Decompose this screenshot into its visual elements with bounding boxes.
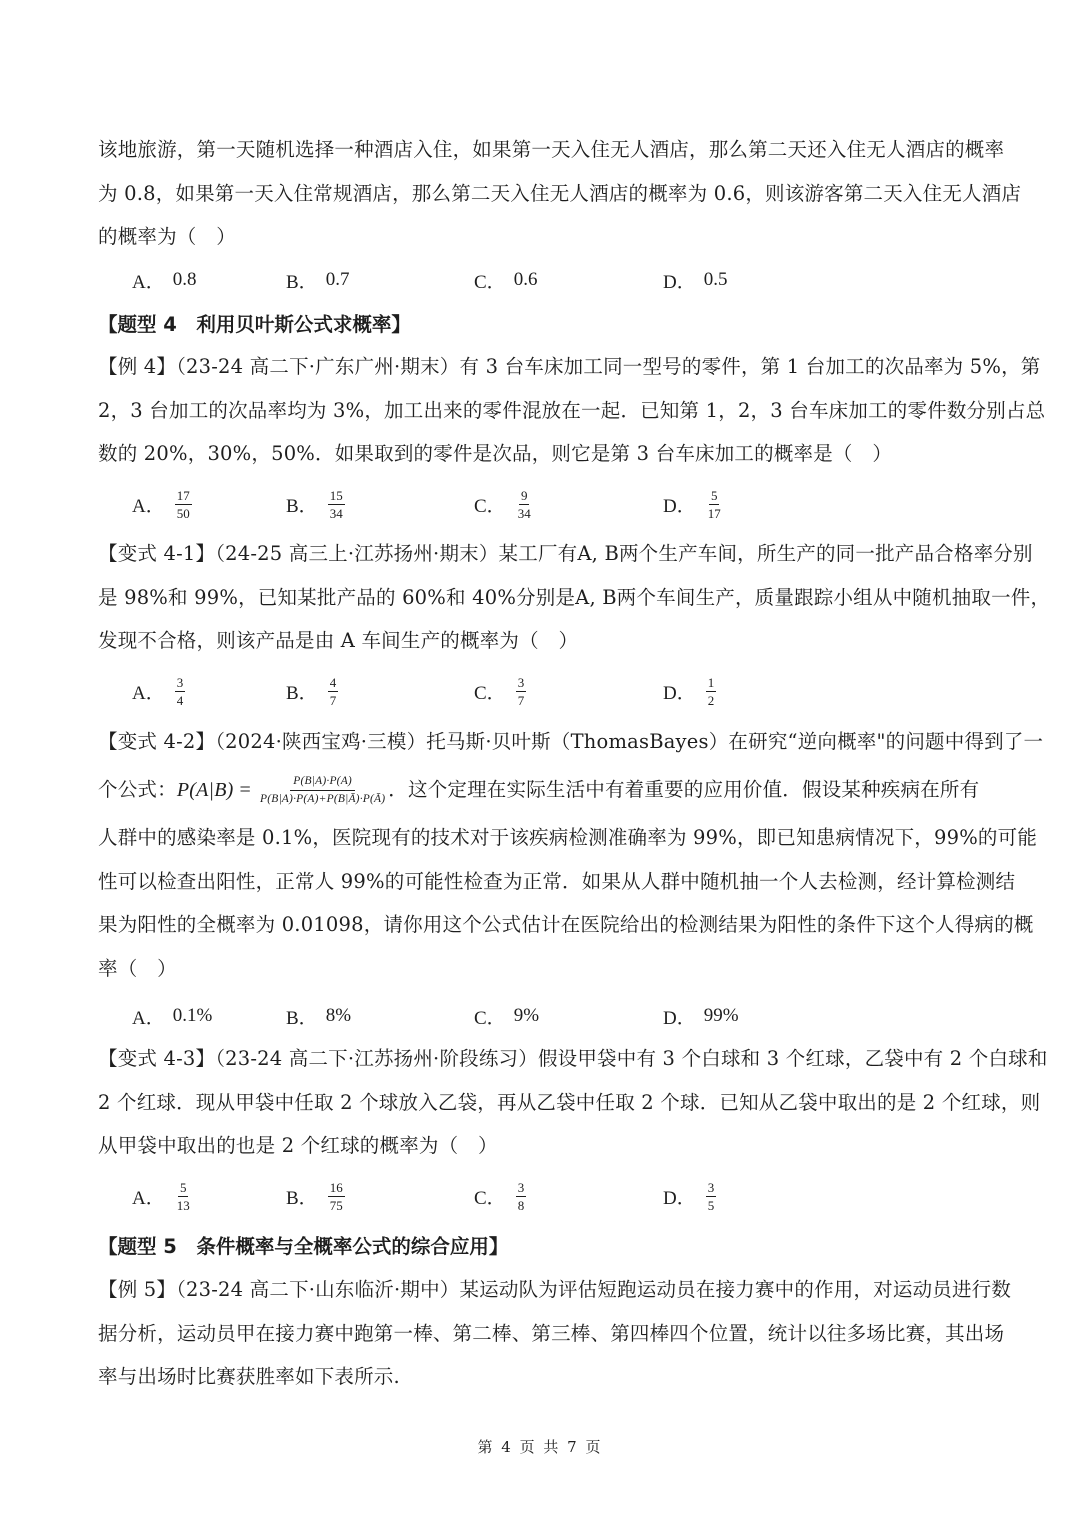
option-a: A． 0.8: [132, 269, 197, 293]
option-c: C． 0.6: [474, 269, 538, 293]
text-line: 据分析，运动员甲在接力赛中跑第一棒、第二棒、第三棒、第四棒四个位置，统计以往多场比赛，其出场: [98, 1321, 1005, 1345]
fraction: $\frac{9}{34}$: [517, 487, 531, 521]
text-line: 为 0.8，如果第一天入住常规酒店，那么第二天入住无人酒店的概率为 0.6，则该游客第二天入住无人酒店: [98, 181, 1022, 205]
option-a: A． $\frac{3}{4}$: [132, 674, 184, 708]
section-heading-5: 【题型 5 条件概率与全概率公式的综合应用】: [98, 1235, 509, 1258]
fraction: $\frac{15}{34}$: [329, 487, 343, 521]
option-b: B． 0.7: [286, 269, 350, 293]
example-5: [98, 1268, 1012, 1399]
text-line: 数的 20%，30%，50%．如果取到的零件是次品，则它是第 3 台车床加工的概率是（ ）: [98, 442, 893, 465]
formula-equals: =: [239, 779, 251, 801]
fraction: $\frac{16}{75}$: [329, 1179, 343, 1213]
option-b: B． $\frac{15}{34}$: [286, 487, 343, 521]
intro-options: [0, 257, 1080, 303]
fraction: $\frac{3}{7}$: [517, 674, 525, 708]
fraction: $\frac{4}{7}$: [329, 674, 337, 708]
example-4: [98, 345, 1046, 476]
text-line: 【变式 4-3】（23-24 高二下·江苏扬州·阶段练习）假设甲袋中有 3 个白球和 3 个红球，乙袋中有 2 个白球和: [98, 1047, 1048, 1070]
fraction: $\frac{5}{13}$: [176, 1179, 190, 1213]
option-c: C． $\frac{3}{7}$: [474, 674, 525, 708]
option-d: D． $\frac{3}{5}$: [663, 1179, 715, 1213]
fraction: $\frac{3}{5}$: [707, 1179, 715, 1213]
intro-question: [98, 128, 1022, 259]
variant-4-2: [98, 720, 1044, 990]
text-line: 【变式 4-2】（2024·陕西宝鸡·三模）托马斯·贝叶斯（ThomasBayes）在研究“逆向概率"的问题中得到了一: [98, 730, 1044, 753]
option-d: D． $\frac{5}{17}$: [663, 487, 721, 521]
text-line: 发现不合格，则该产品是由 A 车间生产的概率为（ ）: [98, 629, 579, 652]
text-line: 是 98%和 99%，已知某批产品的 60%和 40%分别是A, B两个车间生产，质量跟踪小组从中随机抽取一件，: [98, 585, 1051, 609]
variant-4-3-options: [0, 1173, 1080, 1219]
text-line: 【例 4】（23-24 高二下·广东广州·期末）有 3 台车床加工同一型号的零件，第 1 台加工的次品率为 5%，第: [98, 355, 1041, 378]
text-line: 2 个红球．现从甲袋中任取 2 个球放入乙袋，再从乙袋中任取 2 个球．已知从乙袋中取出的是 2 个红球，则: [98, 1090, 1041, 1114]
example-4-options: [0, 481, 1080, 527]
text-fragment: ．这个定理在实际生活中有着重要的应用价值．假设某种疾病在所有: [388, 777, 980, 801]
option-c: C． $\frac{9}{34}$: [474, 487, 531, 521]
text-line: 【例 5】（23-24 高二下·山东临沂·期中）某运动队为评估短跑运动员在接力赛中的作用，对运动员进行数: [98, 1278, 1012, 1301]
variant-4-1-options: [0, 668, 1080, 714]
text-line: 率（ ）: [98, 956, 177, 980]
text-line: 性可以检查出阳性，正常人 99%的可能性检查为正常．如果从人群中随机抽一个人去检测，经计算检测结: [98, 869, 1016, 893]
formula-line: [98, 764, 984, 817]
text-line: 的概率为（ ）: [98, 225, 236, 248]
text-line: 率与出场时比赛获胜率如下表所示.: [98, 1365, 400, 1388]
option-b: B． $\frac{4}{7}$: [286, 674, 337, 708]
section-heading-4: 【题型 4 利用贝叶斯公式求概率】: [98, 313, 411, 336]
option-c: C． $\frac{3}{8}$: [474, 1179, 525, 1213]
bayes-formula: [177, 764, 388, 816]
option-d: D． $\frac{1}{2}$: [663, 674, 715, 708]
option-a: A． $\frac{5}{13}$: [132, 1179, 190, 1213]
option-a: A． 0.1%: [132, 1005, 213, 1029]
fraction: $\frac{3}{4}$: [176, 674, 184, 708]
text-line: 2，3 台加工的次品率均为 3%，加工出来的零件混放在一起．已知第 1，2，3 台车床加工的零件数分别占总: [98, 398, 1046, 422]
formula-denominator: P(B|A)·P(A)+P(B|Ā)·P(Ā): [259, 792, 386, 805]
option-b: B． 8%: [286, 1005, 352, 1029]
formula-lhs: P(A|B): [176, 779, 234, 801]
option-d: D． 0.5: [663, 269, 728, 293]
text-line: 人群中的感染率是 0.1%，医院现有的技术对于该疾病检测准确率为 99%，即已知患病情况下，99%的可能: [98, 826, 1038, 849]
fraction: $\frac{1}{2}$: [707, 674, 715, 708]
text-fragment: 个公式：: [98, 777, 177, 801]
option-a: A． $\frac{17}{50}$: [132, 487, 190, 521]
text-line: 【变式 4-1】（24-25 高三上·江苏扬州·期末）某工厂有A, B两个生产车间，所生产的同一批产品合格率分别: [98, 542, 1033, 565]
text-line: 果为阳性的全概率为 0.01098，请你用这个公式估计在医院给出的检测结果为阳性的条件下这个人得病的概: [98, 913, 1034, 936]
formula-fraction: [257, 775, 388, 806]
option-b: B． $\frac{16}{75}$: [286, 1179, 343, 1213]
formula-numerator: P(B|A)·P(A): [290, 775, 355, 791]
fraction: $\frac{17}{50}$: [176, 487, 190, 521]
fraction: $\frac{5}{17}$: [707, 487, 721, 521]
text-line: 从甲袋中取出的也是 2 个红球的概率为（ ）: [98, 1134, 498, 1157]
variant-4-2-options: [0, 993, 1080, 1039]
page-number: 第 4 页 共 7 页: [477, 1438, 603, 1456]
variant-4-3: [98, 1037, 1048, 1168]
option-c: C． 9%: [474, 1005, 540, 1029]
fraction: $\frac{3}{8}$: [517, 1179, 525, 1213]
variant-4-1: [98, 532, 1051, 663]
text-line: 该地旅游，第一天随机选择一种酒店入住，如果第一天入住无人酒店，那么第二天还入住无人酒店的概率: [98, 138, 1005, 161]
option-d: D． 99%: [663, 1005, 739, 1029]
